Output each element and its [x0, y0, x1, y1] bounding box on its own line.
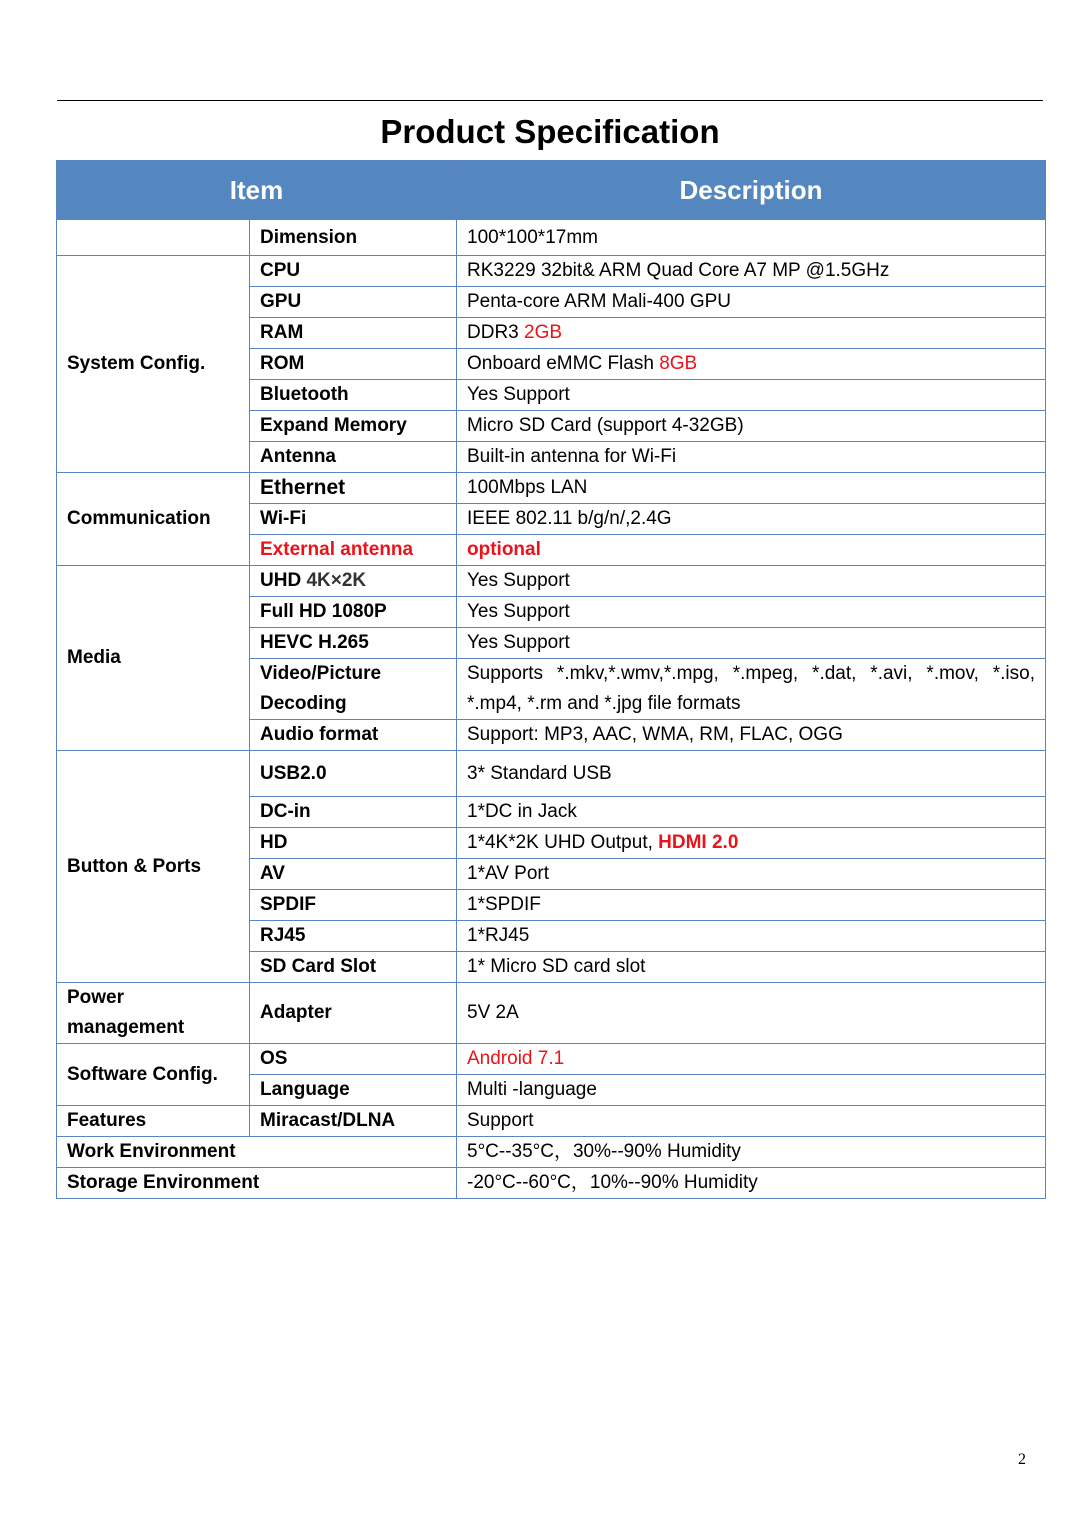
value-bluetooth: Yes Support [457, 380, 1046, 411]
value-gpu: Penta-core ARM Mali-400 GPU [457, 287, 1046, 318]
label-uhd [250, 566, 457, 597]
label-audio: Audio format [250, 720, 457, 751]
label-language: Language [250, 1075, 457, 1106]
table-row [57, 1106, 1046, 1137]
value-os: Android 7.1 [457, 1044, 1046, 1075]
value-language: Multi -language [457, 1075, 1046, 1106]
table-row [57, 1137, 1046, 1168]
category-communication: Communication [57, 473, 250, 566]
table-row [57, 566, 1046, 597]
header-item: Item [57, 161, 457, 220]
value-audio: Support: MP3, AAC, WMA, RM, FLAC, OGG [457, 720, 1046, 751]
value-storage-environment: -20°C--60°C，10%--90% Humidity [457, 1168, 1046, 1199]
category-power-line1: Power [67, 987, 125, 1008]
label-os: OS [250, 1044, 457, 1075]
label-hevc: HEVC H.265 [250, 628, 457, 659]
label-storage-environment: Storage Environment [57, 1168, 457, 1199]
value-miracast: Support [457, 1106, 1046, 1137]
value-work-environment: 5°C--35°C，30%--90% Humidity [457, 1137, 1046, 1168]
value-hd-prefix: 1*4K*2K UHD Output, [467, 832, 659, 853]
label-uhd-prefix: UHD [260, 570, 307, 591]
table-row [57, 256, 1046, 287]
label-fullhd: Full HD 1080P [250, 597, 457, 628]
page-title: Product Specification [380, 113, 720, 150]
table-row [57, 751, 1046, 797]
value-fullhd: Yes Support [457, 597, 1046, 628]
value-hd [457, 828, 1046, 859]
label-expand-memory: Expand Memory [250, 411, 457, 442]
table-row [57, 1168, 1046, 1199]
label-dimension: Dimension [250, 220, 457, 256]
label-uhd-suffix: 4K×2K [306, 570, 367, 591]
category-power [57, 983, 250, 1044]
table-header-row [57, 161, 1046, 220]
label-antenna: Antenna [250, 442, 457, 473]
label-ram: RAM [250, 318, 457, 349]
value-av: 1*AV Port [457, 859, 1046, 890]
category-power-line2: management [67, 1017, 185, 1038]
value-sdslot: 1* Micro SD card slot [457, 952, 1046, 983]
value-spdif: 1*SPDIF [457, 890, 1046, 921]
value-ram-highlight: 2GB [524, 322, 563, 343]
label-video-decoding [250, 659, 457, 720]
label-spdif: SPDIF [250, 890, 457, 921]
label-sdslot: SD Card Slot [250, 952, 457, 983]
label-av: AV [250, 859, 457, 890]
value-video-decoding: Supports *.mkv,*.wmv,*.mpg, *.mpeg, *.dat, *.avi, *.mov, *.iso, *.mp4, *.rm and *.jpg file formats [457, 659, 1046, 720]
table-row [57, 473, 1046, 504]
category-button-ports: Button & Ports [57, 751, 250, 983]
table-row [57, 983, 1046, 1044]
label-rj45: RJ45 [250, 921, 457, 952]
label-adapter: Adapter [250, 983, 457, 1044]
label-bluetooth: Bluetooth [250, 380, 457, 411]
table-row [57, 1044, 1046, 1075]
label-rom: ROM [250, 349, 457, 380]
header-description: Description [457, 161, 1046, 220]
label-work-environment: Work Environment [57, 1137, 457, 1168]
value-wifi: IEEE 802.11 b/g/n/,2.4G [457, 504, 1046, 535]
value-ram [457, 318, 1046, 349]
label-cpu: CPU [250, 256, 457, 287]
value-ethernet: 100Mbps LAN [457, 473, 1046, 504]
label-usb: USB2.0 [250, 751, 457, 797]
label-wifi: Wi-Fi [250, 504, 457, 535]
spec-table [56, 160, 1046, 1199]
label-external-antenna: External antenna [250, 535, 457, 566]
value-dcin: 1*DC in Jack [457, 797, 1046, 828]
value-ram-prefix: DDR3 [467, 322, 525, 343]
value-cpu: RK3229 32bit& ARM Quad Core A7 MP @1.5GHz [457, 256, 1046, 287]
top-rule [57, 100, 1043, 101]
value-expand-memory: Micro SD Card (support 4-32GB) [457, 411, 1046, 442]
value-rom-prefix: Onboard eMMC Flash [467, 353, 660, 374]
value-dimension: 100*100*17mm [457, 220, 1046, 256]
label-dcin: DC-in [250, 797, 457, 828]
category-features: Features [57, 1106, 250, 1137]
value-external-antenna: optional [457, 535, 1046, 566]
page-number: 2 [1018, 1451, 1026, 1468]
label-gpu: GPU [250, 287, 457, 318]
label-hd: HD [250, 828, 457, 859]
value-rom [457, 349, 1046, 380]
category-empty [57, 220, 250, 256]
category-system-config: System Config. [57, 256, 250, 473]
label-video-line1: Video/Picture [260, 663, 382, 684]
label-ethernet: Ethernet [250, 473, 457, 504]
label-video-line2: Decoding [260, 693, 347, 714]
value-usb: 3* Standard USB [457, 751, 1046, 797]
value-uhd: Yes Support [457, 566, 1046, 597]
value-hevc: Yes Support [457, 628, 1046, 659]
value-rom-highlight: 8GB [659, 353, 698, 374]
label-miracast: Miracast/DLNA [250, 1106, 457, 1137]
value-antenna: Built-in antenna for Wi-Fi [457, 442, 1046, 473]
category-media: Media [57, 566, 250, 751]
value-hd-highlight: HDMI 2.0 [658, 832, 739, 853]
value-rj45: 1*RJ45 [457, 921, 1046, 952]
value-adapter: 5V 2A [457, 983, 1046, 1044]
table-row [57, 220, 1046, 256]
category-software-config: Software Config. [57, 1044, 250, 1106]
